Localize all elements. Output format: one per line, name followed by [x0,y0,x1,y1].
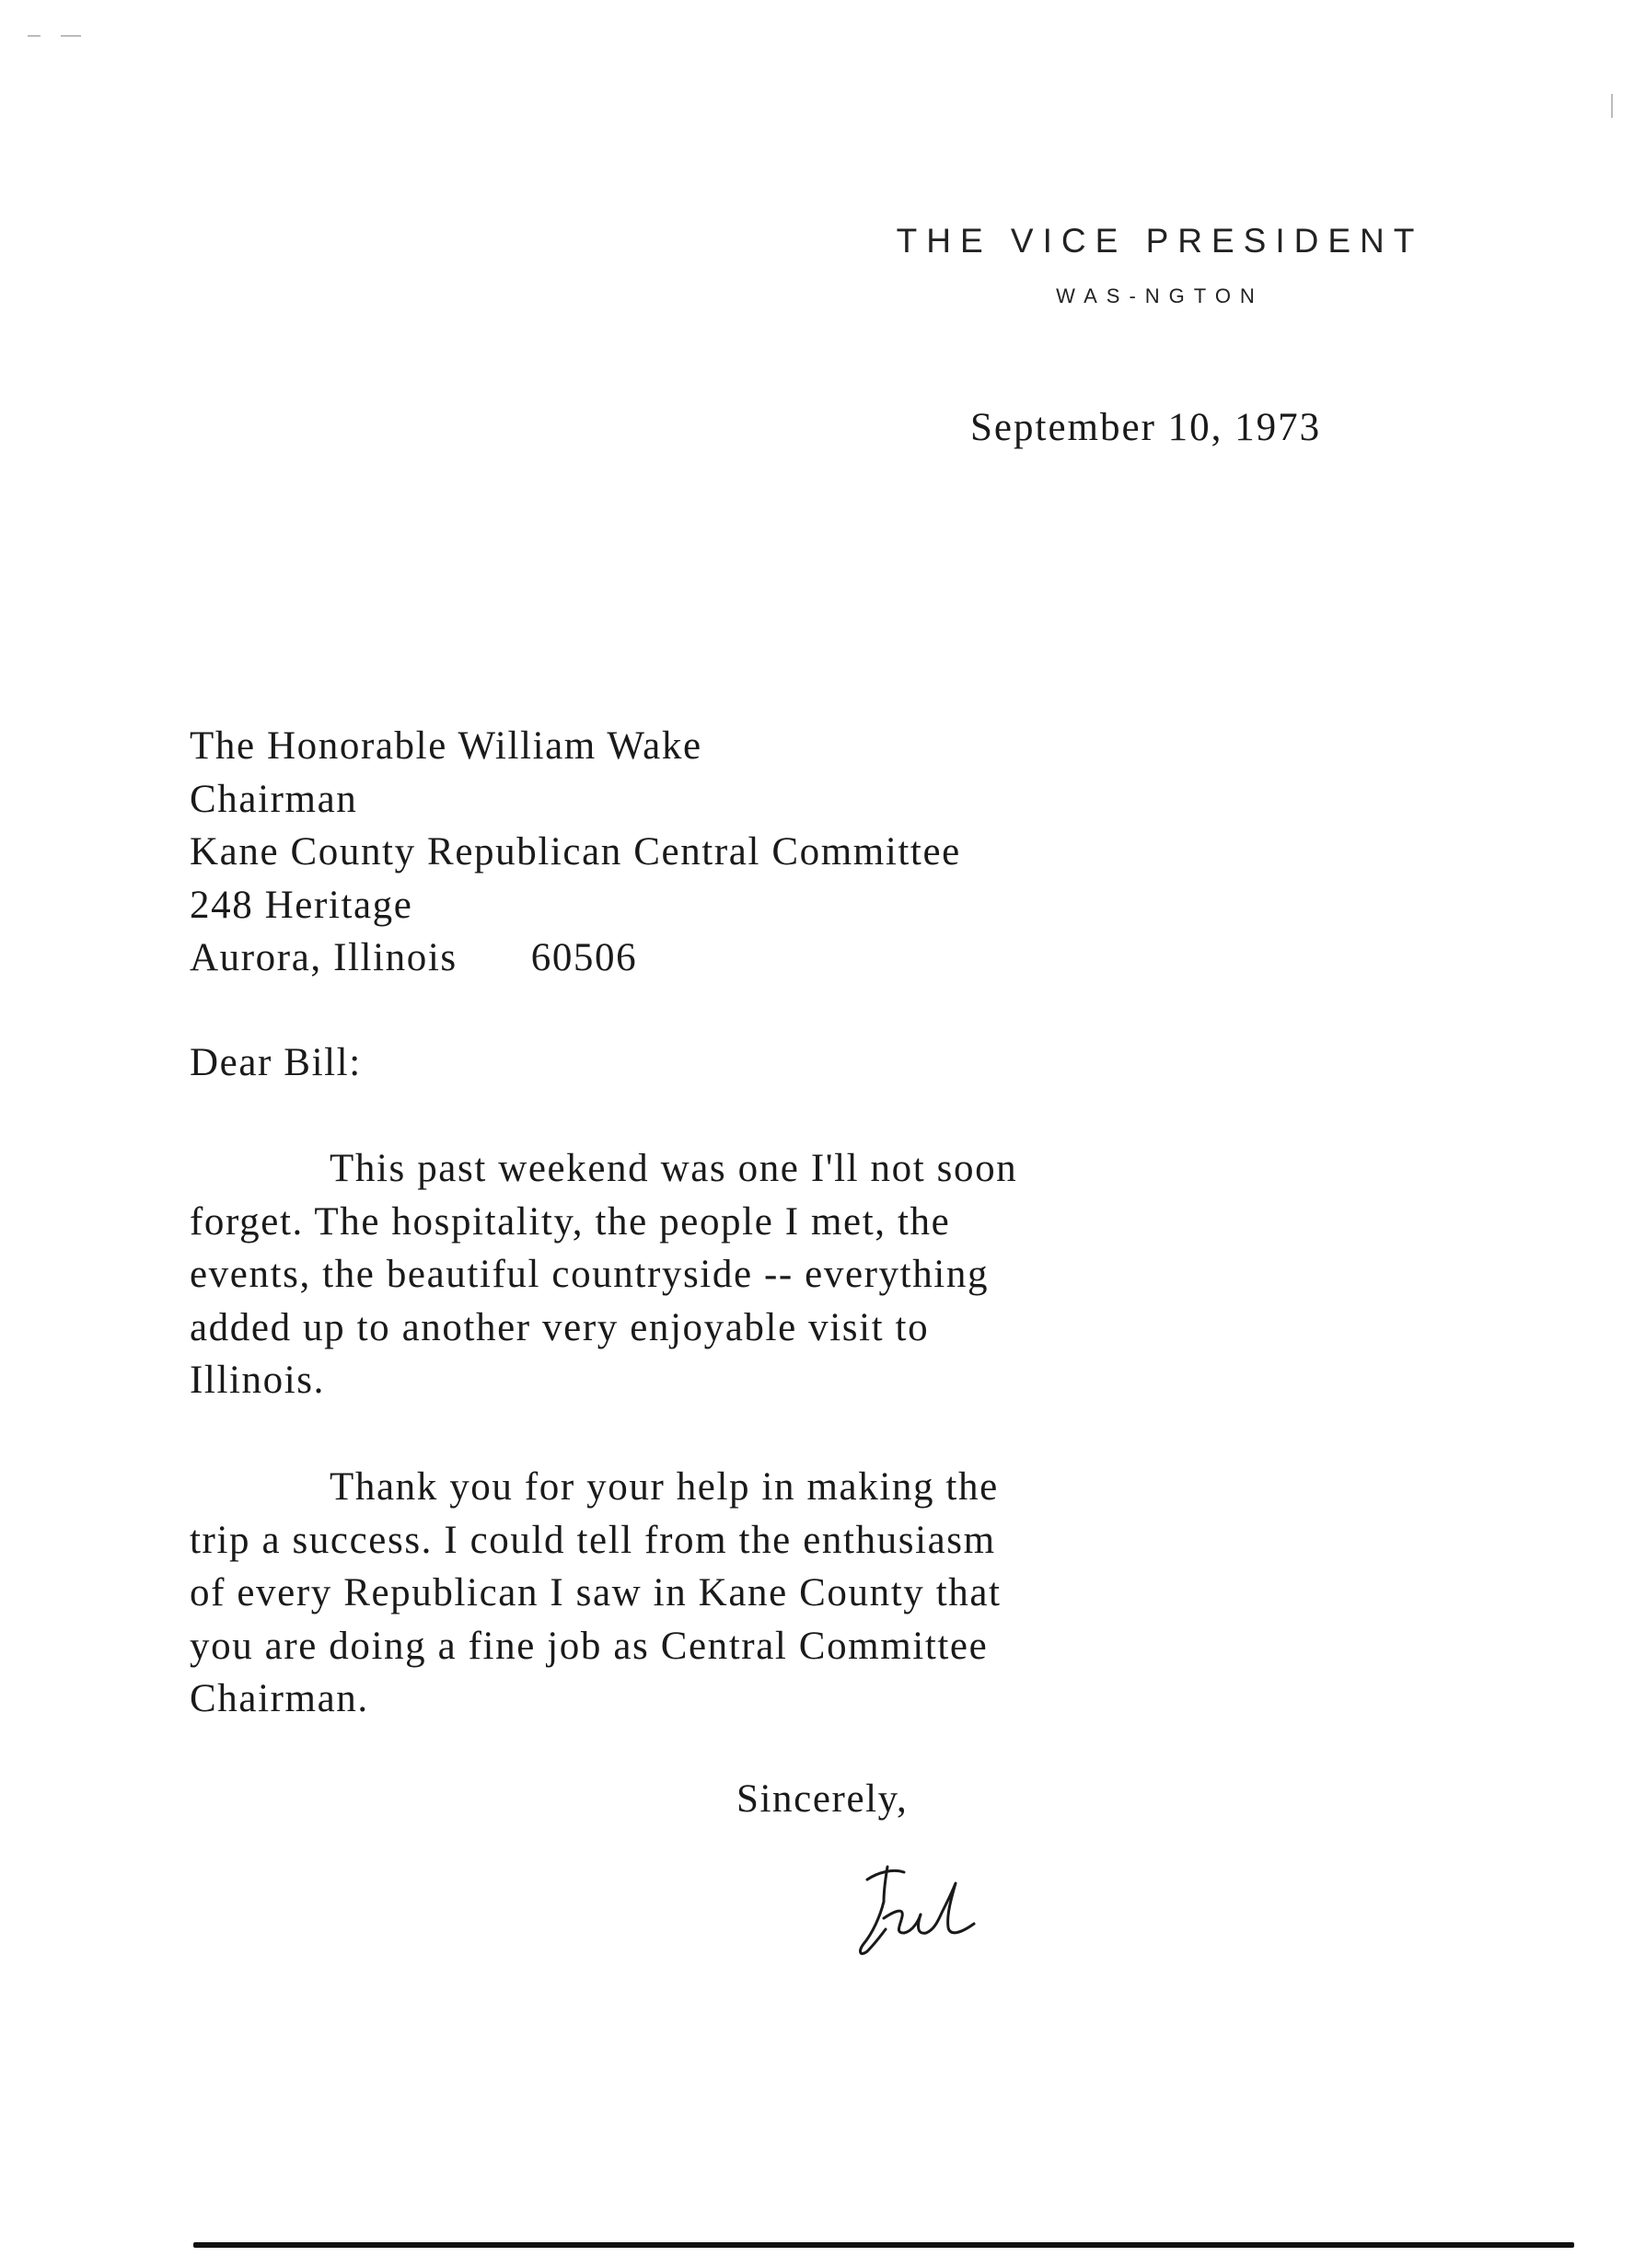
body-paragraph-1 [190,1142,1017,1407]
closing: Sincerely, [736,1777,909,1821]
address-line: 248 Heritage [190,883,413,927]
letterhead-city: WAS-NGTON [1056,284,1264,307]
scan-speck [61,35,81,37]
address-city-state: Aurora, Illinois [190,936,458,979]
handwritten-signature [847,1859,994,1970]
paragraph-line: forget. The hospitality, the people I met, the [190,1199,951,1244]
address-line: Kane County Republican Central Committee [190,830,961,874]
paragraph-line: added up to another very enjoyable visit to [190,1305,930,1349]
scan-speck [1611,94,1613,118]
paragraph-line: This past weekend was one I'll not soon [330,1147,1018,1190]
paragraph-line: you are doing a fine job as Central Committee [190,1624,989,1668]
address-line [190,932,961,985]
letterhead-title: THE VICE PRESIDENT [896,222,1424,260]
paragraph-line: Thank you for your help in making the [330,1465,999,1509]
address-line: Chairman [190,777,358,821]
address-zip: 60506 [530,936,638,979]
letter-date: September 10, 1973 [970,406,1322,449]
letterhead [865,214,1455,315]
paragraph-line: of every Republican I saw in Kane County that [190,1571,1002,1614]
address-line: The Honorable William Wake [190,724,702,768]
paragraph-line: events, the beautiful countryside -- everything [190,1253,990,1296]
body-paragraph-2 [190,1461,1002,1726]
paragraph-line: Chairman. [190,1677,369,1720]
salutation: Dear Bill: [190,1041,362,1084]
paragraph-line: Illinois. [190,1359,325,1402]
bottom-rule [193,2242,1574,2248]
recipient-address [190,720,961,985]
scan-speck [28,35,41,37]
paragraph-line: trip a success. I could tell from the enthusiasm [190,1518,996,1562]
